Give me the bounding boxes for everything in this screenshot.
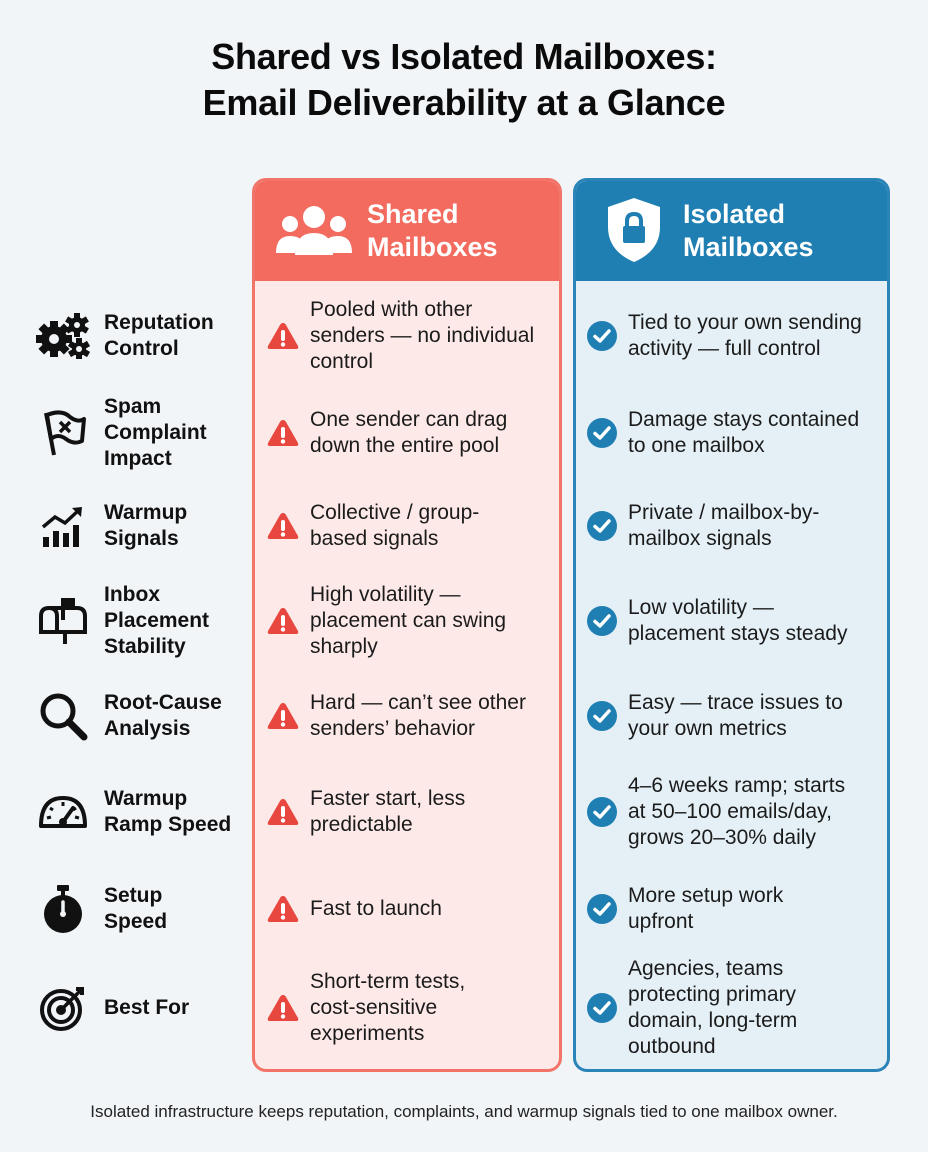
check-circle-icon	[585, 892, 619, 926]
isolated-cell-line: activity — full control	[628, 337, 821, 360]
check-circle-icon	[585, 509, 619, 543]
row-label-line: Setup	[104, 884, 163, 907]
row-label	[36, 394, 246, 472]
isolated-column-title	[683, 198, 863, 264]
row-label-line: Root-Cause	[104, 691, 222, 714]
isolated-cell	[585, 956, 885, 1060]
mailbox-icon	[36, 594, 90, 648]
row-label-text	[104, 394, 207, 472]
isolated-column-header	[576, 181, 887, 281]
row-label-line: Control	[104, 337, 179, 360]
isolated-cell-line: placement stays steady	[628, 622, 848, 645]
row-label-line: Spam	[104, 395, 162, 418]
isolated-cell-line: More setup work	[628, 884, 784, 907]
shared-cell-line: placement can swing	[310, 609, 507, 632]
growth-chart-icon	[36, 499, 90, 553]
check-circle-icon	[585, 699, 619, 733]
row-label-text	[104, 500, 187, 552]
isolated-cell-line: at 50–100 emails/day,	[628, 800, 832, 823]
shared-cell-text	[310, 786, 465, 838]
shared-cell-line: Short-term tests,	[310, 970, 466, 993]
isolated-cell	[585, 883, 885, 935]
shared-cell	[266, 407, 556, 459]
check-circle-icon	[585, 416, 619, 450]
isolated-title-line-1: Isolated	[683, 199, 786, 229]
row-label-text	[104, 582, 209, 660]
speedometer-icon	[36, 785, 90, 839]
check-circle-icon	[585, 991, 619, 1025]
shared-cell-line: Hard — can’t see other	[310, 691, 526, 714]
warning-icon	[266, 416, 300, 450]
row-label-line: Impact	[104, 447, 172, 470]
shield-lock-icon	[604, 195, 664, 270]
row-label	[36, 499, 246, 553]
isolated-cell-text	[628, 690, 843, 742]
row-label-text	[104, 310, 214, 362]
row-label-text	[104, 690, 222, 742]
title-line-2: Email Deliverability at a Glance	[202, 82, 726, 123]
isolated-cell-line: 4–6 weeks ramp; starts	[628, 774, 846, 797]
shared-cell-line: Fast to launch	[310, 897, 442, 920]
check-circle-icon	[585, 795, 619, 829]
row-label-line: Complaint	[104, 421, 207, 444]
shared-cell	[266, 786, 556, 838]
row-label	[36, 582, 246, 660]
isolated-cell	[585, 407, 885, 459]
title-line-1: Shared vs Isolated Mailboxes:	[211, 36, 717, 77]
shared-cell-line: Collective / group-	[310, 501, 480, 524]
row-label	[36, 882, 246, 936]
shared-cell-line: Pooled with other	[310, 298, 473, 321]
row-label-line: Warmup	[104, 787, 188, 810]
shared-cell	[266, 690, 556, 742]
isolated-cell	[585, 310, 885, 362]
warning-icon	[266, 795, 300, 829]
shared-cell-line: experiments	[310, 1022, 425, 1045]
target-icon	[36, 981, 90, 1035]
isolated-cell-text	[628, 500, 819, 552]
page-title	[0, 34, 928, 126]
shared-cell-text	[310, 690, 526, 742]
isolated-cell-line: outbound	[628, 1035, 716, 1058]
isolated-cell-line: Low volatility —	[628, 596, 774, 619]
row-label-line: Inbox	[104, 583, 160, 606]
stopwatch-icon	[36, 882, 90, 936]
row-label-line: Warmup	[104, 501, 188, 524]
isolated-cell	[585, 500, 885, 552]
isolated-cell-line: mailbox signals	[628, 527, 772, 550]
isolated-cell-line: Easy — trace issues to	[628, 691, 843, 714]
shared-cell-text	[310, 582, 506, 660]
row-label	[36, 309, 246, 363]
check-circle-icon	[585, 319, 619, 353]
shared-cell-line: predictable	[310, 813, 413, 836]
isolated-cell-text	[628, 310, 862, 362]
row-label-line: Analysis	[104, 717, 191, 740]
isolated-cell-line: Private / mailbox-by-	[628, 501, 820, 524]
row-label-line: Best For	[104, 996, 190, 1019]
isolated-cell-text	[628, 407, 859, 459]
row-label-line: Reputation	[104, 311, 214, 334]
shared-cell-line: One sender can drag	[310, 408, 508, 431]
shared-title-line-1: Shared	[367, 199, 459, 229]
warning-icon	[266, 991, 300, 1025]
isolated-cell	[585, 773, 885, 851]
isolated-cell-line: your own metrics	[628, 717, 787, 740]
isolated-cell-line: grows 20–30% daily	[628, 826, 816, 849]
shared-cell-text	[310, 407, 507, 459]
warning-icon	[266, 892, 300, 926]
isolated-cell-text	[628, 956, 797, 1060]
shared-column-header	[255, 181, 559, 281]
shared-cell-text	[310, 896, 442, 922]
shared-cell-line: cost-sensitive	[310, 996, 438, 1019]
row-label-line: Ramp Speed	[104, 813, 232, 836]
isolated-cell-line: protecting primary	[628, 983, 797, 1006]
isolated-cell-text	[628, 595, 847, 647]
shared-cell	[266, 500, 556, 552]
flag-x-icon	[36, 406, 90, 460]
isolated-cell-line: Damage stays contained	[628, 408, 860, 431]
shared-cell-line: High volatility —	[310, 583, 461, 606]
isolated-cell-text	[628, 883, 783, 935]
shared-cell-text	[310, 297, 534, 375]
warning-icon	[266, 699, 300, 733]
isolated-cell	[585, 595, 885, 647]
shared-cell-line: sharply	[310, 635, 378, 658]
shared-cell	[266, 896, 556, 922]
shared-column-title	[367, 198, 547, 264]
footer-note: Isolated infrastructure keeps reputation, complaints, and warmup signals tied to one mailbox owner.	[90, 1102, 838, 1121]
isolated-cell-text	[628, 773, 845, 851]
gears-icon	[36, 309, 90, 363]
row-label	[36, 689, 246, 743]
shared-title-line-2: Mailboxes	[367, 232, 498, 262]
shared-cell-line: down the entire pool	[310, 434, 500, 457]
isolated-cell-line: to one mailbox	[628, 434, 765, 457]
row-label-text	[104, 883, 167, 935]
shared-cell-text	[310, 500, 479, 552]
shared-cell-line: control	[310, 350, 374, 373]
warning-icon	[266, 319, 300, 353]
shared-cell-line: Faster start, less	[310, 787, 466, 810]
magnifier-icon	[36, 689, 90, 743]
row-label-line: Placement	[104, 609, 210, 632]
shared-cell-text	[310, 969, 465, 1047]
row-label	[36, 981, 246, 1035]
isolated-cell-line: Tied to your own sending	[628, 311, 862, 334]
row-label-line: Stability	[104, 635, 186, 658]
shared-cell	[266, 969, 556, 1047]
row-label-text	[104, 786, 231, 838]
warning-icon	[266, 509, 300, 543]
warning-icon	[266, 604, 300, 638]
shared-cell	[266, 297, 556, 375]
row-label-line: Speed	[104, 910, 168, 933]
shared-cell-line: senders — no individual	[310, 324, 535, 347]
isolated-cell	[585, 690, 885, 742]
group-icon	[275, 203, 353, 264]
shared-cell-line: based signals	[310, 527, 439, 550]
row-label	[36, 785, 246, 839]
isolated-cell-line: upfront	[628, 910, 694, 933]
isolated-cell-line: Agencies, teams	[628, 957, 784, 980]
row-label-line: Signals	[104, 527, 179, 550]
shared-cell-line: senders’ behavior	[310, 717, 475, 740]
row-label-text	[104, 995, 189, 1021]
shared-cell	[266, 582, 556, 660]
isolated-title-line-2: Mailboxes	[683, 232, 814, 262]
isolated-cell-line: domain, long-term	[628, 1009, 798, 1032]
check-circle-icon	[585, 604, 619, 638]
